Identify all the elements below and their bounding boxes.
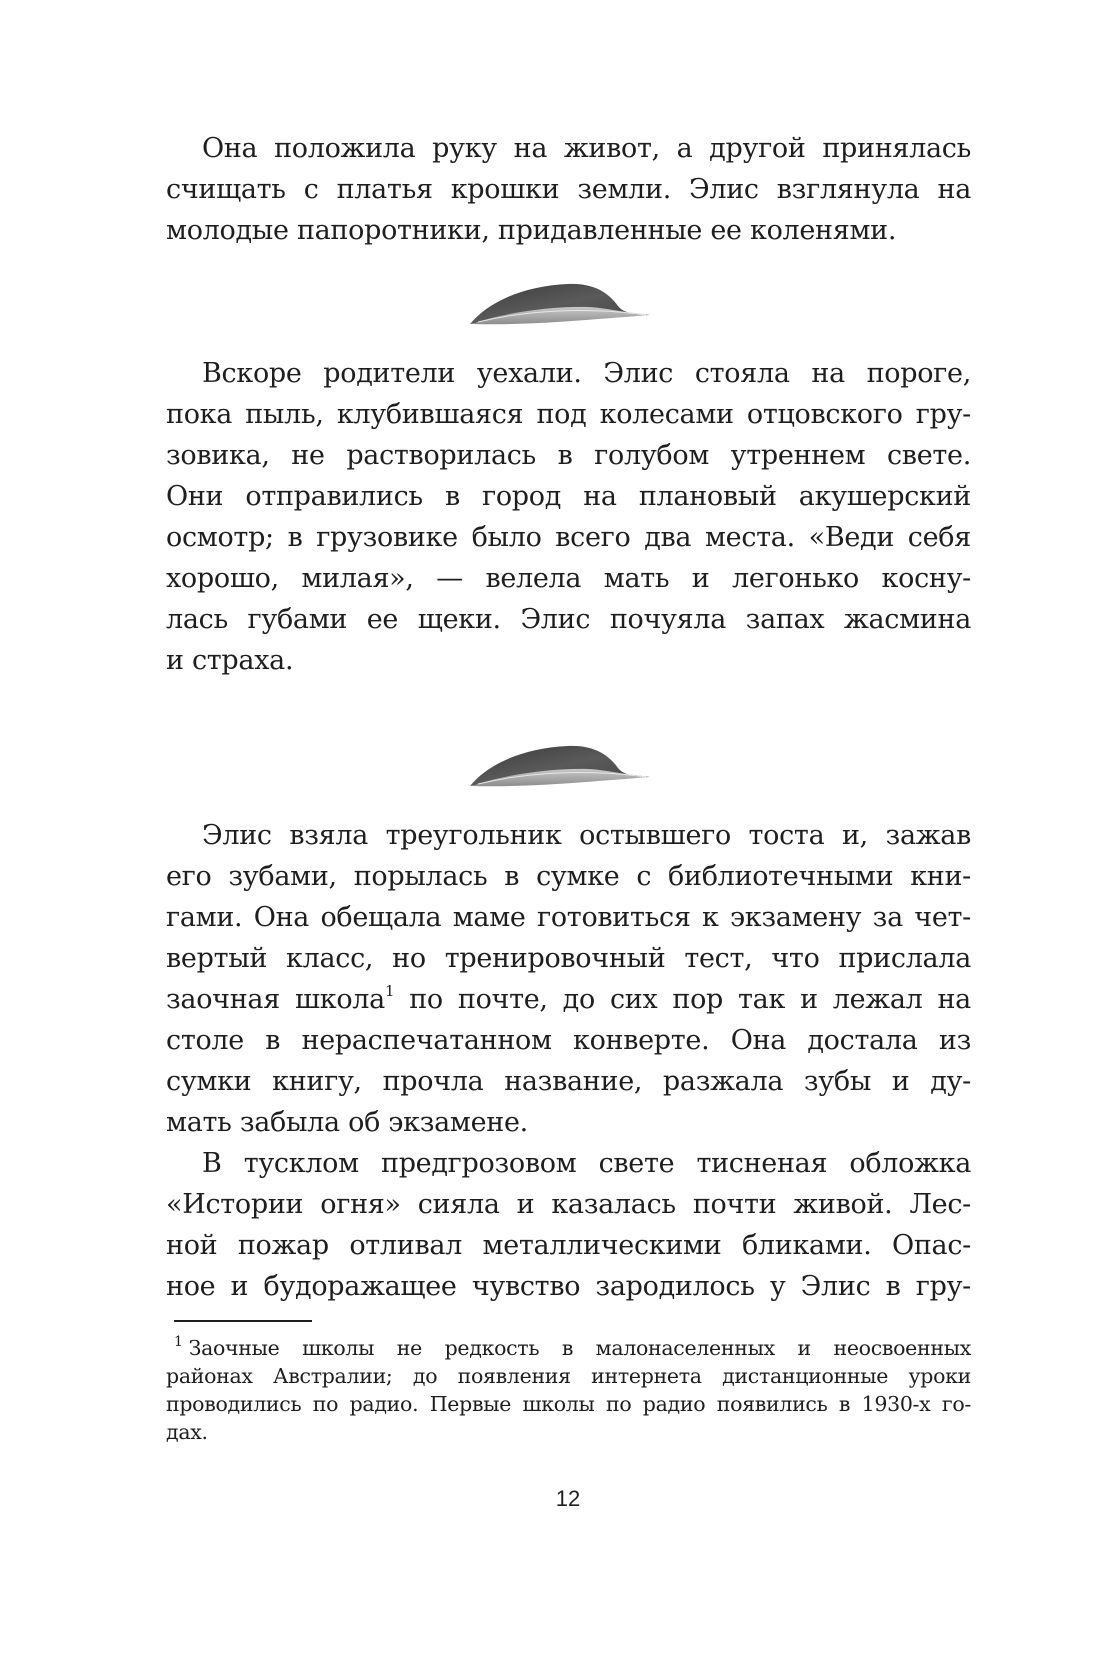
text-line: столе в нераспечатанном конверте. Она достала из [166, 1025, 971, 1056]
text-line: и страха. [166, 645, 294, 676]
text-line: В тусклом предгрозовом свете тисненая обложка [202, 1148, 971, 1179]
paragraph-3 [166, 815, 971, 1143]
footnote [166, 1334, 971, 1446]
text-fragment: заочная школа [166, 984, 385, 1015]
paragraph-2 [166, 353, 971, 681]
text-line: вертый класс, но тренировочный тест, что прислала [166, 943, 971, 974]
text-line-with-footnote [166, 979, 971, 1020]
text-line: пока пыль, клубившаяся под колесами отцовского гру- [166, 399, 971, 430]
page-number: 12 [555, 1486, 581, 1511]
text-line: счищать с платья крошки земли. Элис взглянула на [166, 174, 971, 205]
text-line: лась губами ее щеки. Элис почуяла запах жасмина [166, 604, 971, 635]
text-line: Она положила руку на живот, а другой принялась [202, 133, 971, 164]
footnote-line: дах. [166, 1420, 208, 1444]
text-line: зовика, не растворилась в голубом утреннем свете. [166, 440, 971, 471]
footnote-line: проводились по радио. Первые школы по радио появились в 1930-х го- [166, 1392, 971, 1416]
footnote-line: районах Австралии; до появления интернета дистанционные уроки [166, 1364, 971, 1388]
text-line: его зубами, порылась в сумке с библиотечными кни- [166, 861, 971, 892]
text-line: сумки книгу, прочла название, разжала зубы и ду- [166, 1066, 971, 1097]
text-line: ное и будоражащее чувство зародилось у Элис в гру- [166, 1271, 971, 1302]
text-line: Они отправились в город на плановый акушерский [166, 481, 971, 512]
footnote-divider [174, 1320, 312, 1322]
text-line: молодые папоротники, придавленные ее коленями. [166, 215, 897, 246]
text-line: Элис взяла треугольник остывшего тоста и, зажав [202, 820, 971, 851]
footnote-mark: 1 [174, 1334, 183, 1350]
footnote-line [166, 1334, 971, 1362]
eucalyptus-leaf-icon [468, 742, 652, 788]
paragraph-4 [166, 1143, 971, 1307]
eucalyptus-leaf-icon [468, 280, 652, 326]
text-line: гами. Она обещала маме готовиться к экзамену за чет- [166, 902, 971, 933]
text-line: «Истории огня» сияла и казалась почти живой. Лес- [166, 1189, 971, 1220]
text-line: Вскоре родители уехали. Элис стояла на пороге, [202, 358, 971, 389]
text-line: мать забыла об экзамене. [166, 1107, 528, 1138]
text-line: хорошо, милая», — велела мать и легонько косну- [166, 563, 971, 594]
text-fragment: Заочные школы не редкость в малонаселенных и неосвоенных [188, 1336, 971, 1360]
text-line: осмотр; в грузовике было всего два места. «Веди себя [166, 522, 971, 553]
footnote-reference[interactable]: 1 [384, 982, 395, 1000]
text-fragment: по почте, до сих пор так и лежал на [409, 984, 971, 1015]
text-line: ной пожар отливал металлическими бликами. Опас- [166, 1230, 971, 1261]
paragraph-1 [166, 128, 971, 251]
